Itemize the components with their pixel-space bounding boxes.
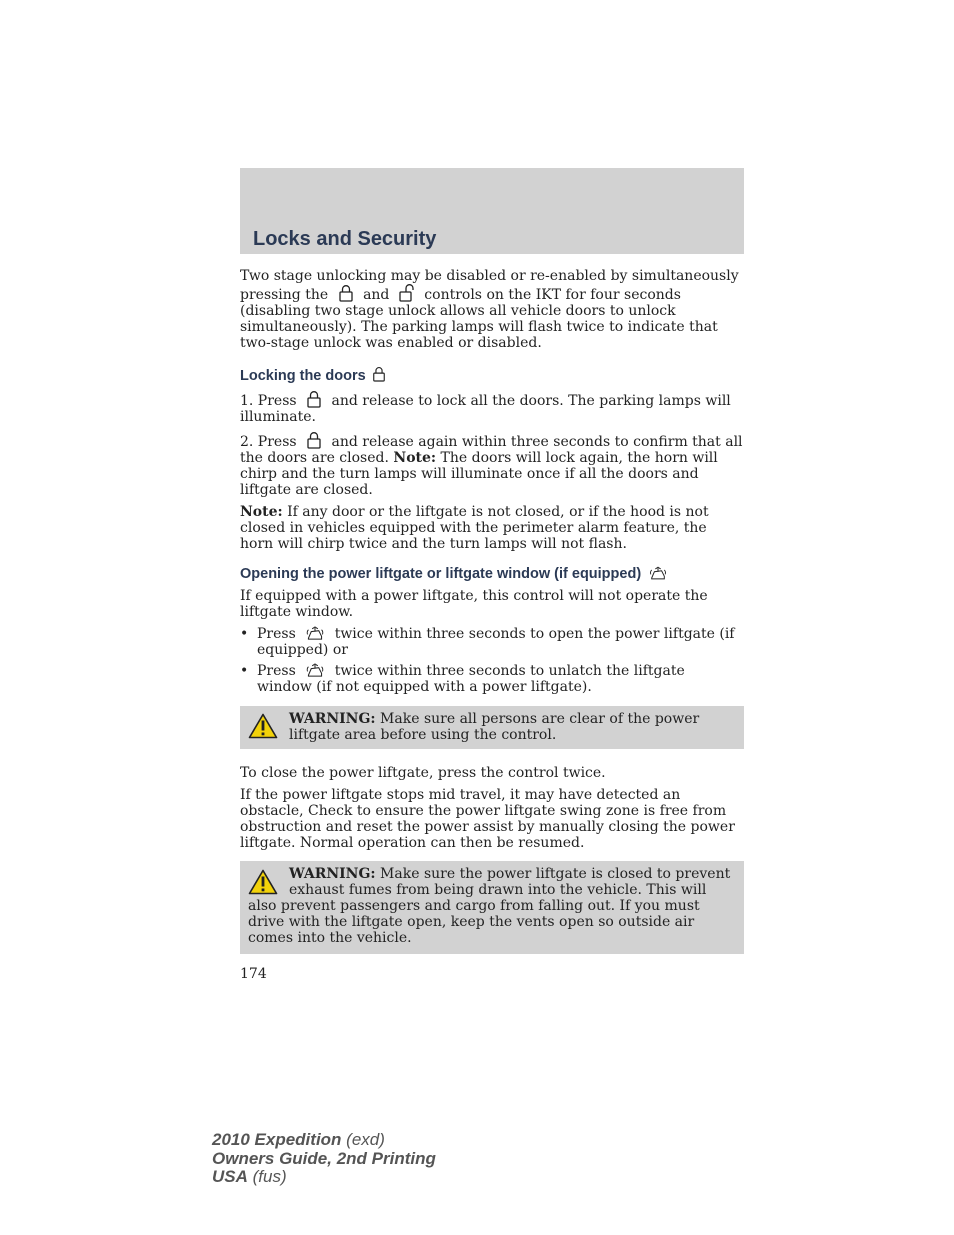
- section-title: Locks and Security: [253, 228, 437, 250]
- warning1-text: Make sure all persons are clear of the power liftgate area before using the control.: [289, 711, 700, 743]
- liftgate-heading: [240, 566, 744, 582]
- footer-market-code: (fus): [252, 1167, 287, 1186]
- footer-model-code: (exd): [346, 1130, 385, 1149]
- bullet2-text: twice within three seconds to unlatch the liftgate window (if not equipped with a power liftgate).: [257, 663, 685, 695]
- close-liftgate-text: To close the power liftgate, press the control twice.: [240, 765, 606, 781]
- warning2-label: WARNING:: [289, 866, 376, 882]
- step2-prefix: 2. Press: [240, 434, 297, 450]
- footer-line-2: [212, 1150, 436, 1169]
- footer-line-1: [212, 1131, 436, 1150]
- step2-text: and release again within three seconds to confirm that all the doors are closed.: [240, 434, 743, 466]
- step1-text: and release to lock all the doors. The parking lamps will illuminate.: [240, 393, 731, 425]
- footer-model: 2010 Expedition: [212, 1130, 342, 1149]
- liftgate-icon: [305, 663, 325, 678]
- warning-box-1: [240, 706, 744, 749]
- locking-heading: [240, 365, 744, 384]
- bullet2-prefix: Press: [257, 663, 296, 679]
- step2-note-label: Note:: [393, 450, 437, 466]
- intro-text-1: Two stage unlocking may be disabled or re-enabled by simultaneously pressing the: [240, 268, 739, 303]
- warning2-text: Make sure the power liftgate is closed to prevent exhaust fumes from being drawn into the vehicle. This will also prevent passengers and cargo from falling out. If you must drive with the liftgate open, keep the vents open so outside air comes into the vehicle.: [248, 866, 731, 946]
- lock-icon: [338, 284, 354, 302]
- bullet1-prefix: Press: [257, 626, 296, 642]
- warning-box-2: [240, 861, 744, 954]
- bullet-dot: •: [240, 626, 249, 642]
- footer-line-3: [212, 1168, 436, 1187]
- liftgate-intro: If equipped with a power liftgate, this control will not operate the liftgate window.: [240, 588, 708, 620]
- liftgate-heading-text: Opening the power liftgate or liftgate window (if equipped): [240, 566, 642, 582]
- locking-heading-text: Locking the doors: [240, 368, 366, 384]
- bullet1-text: twice within three seconds to open the power liftgate (if equipped) or: [257, 626, 735, 658]
- step2-note-text: The doors will lock again, the horn will chirp and the turn lamps will illuminate once if all the doors and liftgate are closed.: [240, 450, 718, 498]
- intro-paragraph: [240, 268, 744, 351]
- locking-step-1: [240, 390, 744, 425]
- lock-icon: [306, 390, 322, 408]
- step1-prefix: 1. Press: [240, 393, 297, 409]
- list-item: [240, 626, 744, 658]
- liftgate-icon: [305, 626, 325, 641]
- footer-guide: Owners Guide, 2nd Printing: [212, 1148, 436, 1168]
- page-content: [240, 268, 744, 982]
- note-text: If any door or the liftgate is not closed, or if the hood is not closed in vehicles equipped with the perimeter alarm feature, the horn will chirp twice and the turn lamps will not flash.: [240, 504, 709, 552]
- note-label: Note:: [240, 504, 283, 520]
- warning-triangle-icon: [248, 869, 278, 895]
- list-item: [240, 663, 744, 695]
- lock-icon: [372, 365, 386, 383]
- liftgate-icon: [649, 566, 667, 581]
- warning1-label: WARNING:: [289, 711, 376, 727]
- document-footer: [212, 1131, 436, 1187]
- warning-triangle-icon: [248, 713, 278, 739]
- obstacle-text: If the power liftgate stops mid travel, it may have detected an obstacle, Check to ensure the power liftgate swing zone is free from obstruction and reset the power assist by manually closing the power liftgate. Normal operation can then be resumed.: [240, 787, 735, 851]
- liftgate-bullet-list: [240, 626, 744, 695]
- intro-text-2: and: [363, 287, 390, 303]
- footer-market: USA: [212, 1167, 248, 1186]
- lock-icon: [306, 431, 322, 449]
- intro-text-3: controls on the IKT for four seconds (disabling two stage unlock allows all vehicle doors to unlock simultaneously). The parking lamps will flash twice to indicate that two-stage unlock was enabled or disabled.: [240, 287, 718, 351]
- page-number: 174: [240, 966, 267, 982]
- bullet-dot: •: [240, 663, 249, 679]
- locking-step-2: [240, 431, 744, 498]
- locking-note: [240, 504, 744, 552]
- unlock-icon: [399, 284, 415, 302]
